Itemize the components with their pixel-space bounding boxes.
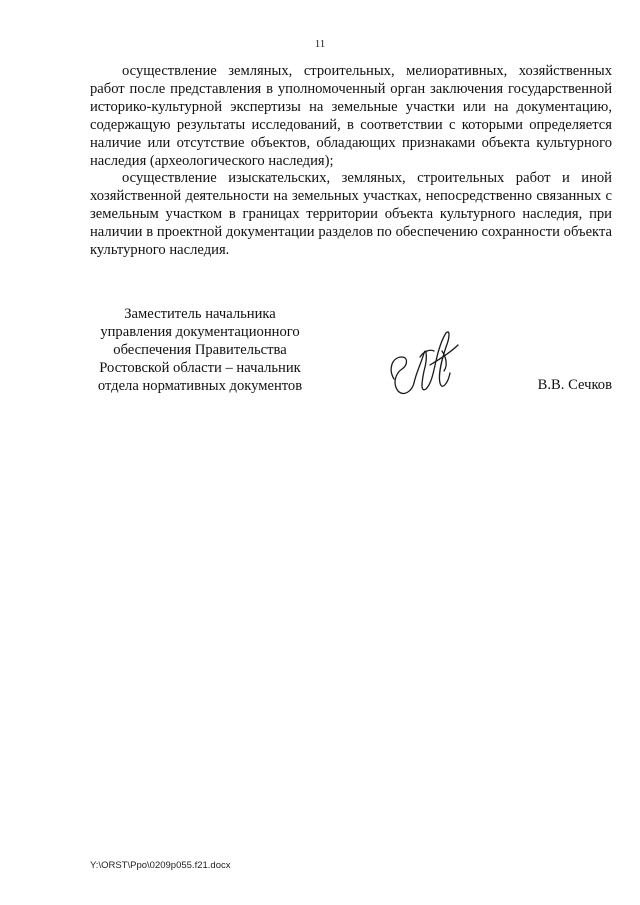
handwritten-signature <box>380 321 470 401</box>
signer-position-line: управления документационного <box>100 324 300 340</box>
page-number: 11 <box>314 38 326 50</box>
signer-name: В.В. Сечков <box>537 377 612 393</box>
signer-position-line: обеспечения Правительства <box>113 342 287 358</box>
signature-block <box>90 305 612 405</box>
signer-position <box>90 305 310 395</box>
file-path: Y:\ORST\Ppo\0209p055.f21.docx <box>90 860 231 871</box>
signer-position-line: отдела нормативных документов <box>97 378 303 394</box>
signer-position-line: Заместитель начальника <box>124 306 276 322</box>
body-text <box>90 63 612 260</box>
paragraph: осуществление изыскательских, земляных, строительных работ и иной хозяйственной деятельности на земельных участках, непосредственно связанных с земельным участком в границах территории объекта культурного наследия, при наличии в проектной документации разделов по обеспечению сохранности объекта культурного наследия. <box>90 170 612 259</box>
signer-position-line: Ростовской области – начальник <box>99 360 301 376</box>
paragraph: осуществление земляных, строительных, мелиоративных, хозяйственных работ после представления в уполномоченный орган заключения государственной историко-культурной экспертизы на земельные участки или на документацию, содержащую результаты исследований, в соответствии с которыми определяется наличие или отсутствие объектов, обладающих признаками объекта культурного наследия (археологического наследия); <box>90 63 612 169</box>
